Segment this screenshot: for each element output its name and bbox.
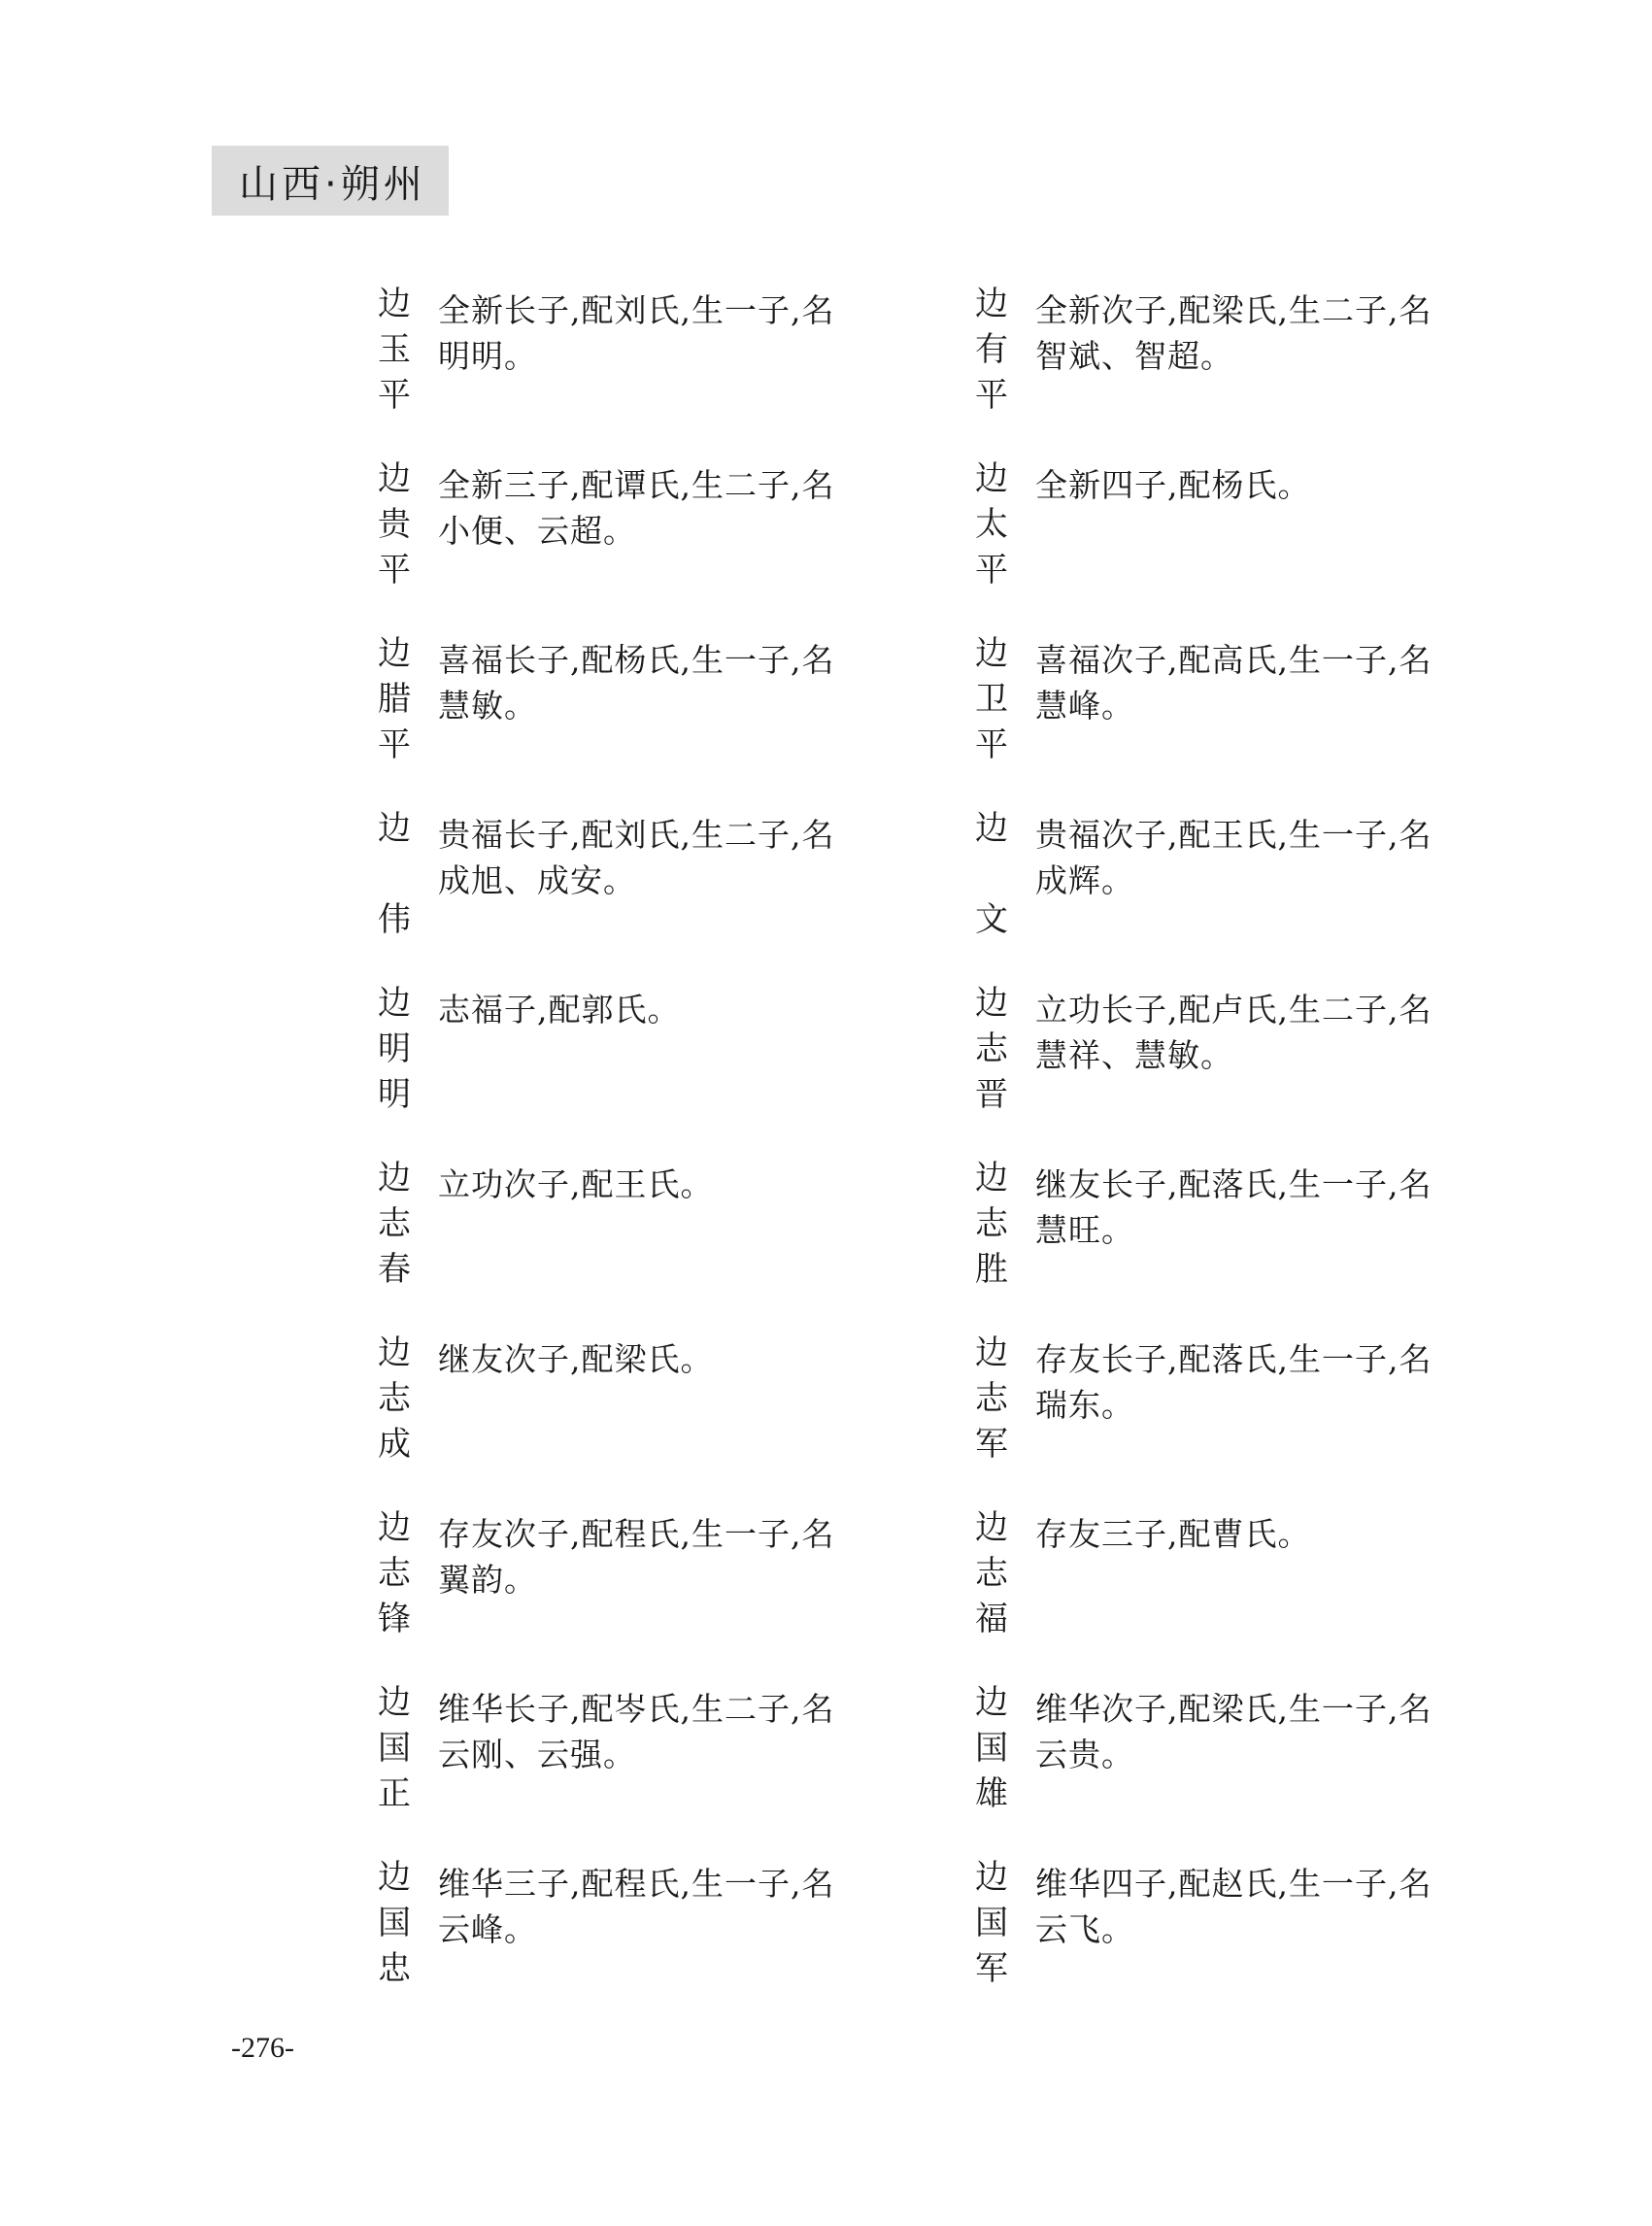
entry-name: 边 伟: [378, 809, 411, 939]
entry-name: 边 卫 平: [975, 634, 1008, 764]
entry-name: 边 国 正: [378, 1683, 411, 1813]
entry-name: 边 贵 平: [378, 459, 411, 590]
entry-name: 边 太 平: [975, 459, 1008, 590]
entry-description: 全新三子,配谭氏,生二子,名小便、云超。: [438, 466, 835, 550]
entry-name: 边 文: [975, 809, 1008, 939]
entry-description: 喜福长子,配杨氏,生一子,名慧敏。: [438, 641, 835, 725]
entry-name: 边 志 福: [975, 1508, 1008, 1638]
entry-description: 志福子,配郭氏。: [438, 991, 681, 1029]
entry-name: 边 明 明: [378, 984, 411, 1114]
entry-description: 存友次子,配程氏,生一子,名翼韵。: [438, 1515, 835, 1599]
entry-description: 全新次子,配梁氏,生二子,名智斌、智超。: [1035, 291, 1433, 375]
entry-description: 存友三子,配曹氏。: [1035, 1515, 1311, 1553]
page-number: -276-: [231, 2032, 294, 2064]
entry-description: 继友长子,配落氏,生一子,名慧旺。: [1035, 1165, 1433, 1249]
entry-name: 边 志 成: [378, 1333, 411, 1464]
entry-description: 继友次子,配梁氏。: [438, 1340, 714, 1378]
entry-name: 边 国 雄: [975, 1683, 1008, 1813]
entry-name: 边 腊 平: [378, 634, 411, 764]
section-title: 山西·朔州: [239, 161, 426, 207]
entry-description: 喜福次子,配高氏,生一子,名慧峰。: [1035, 641, 1433, 725]
entry-description: 维华三子,配程氏,生一子,名云峰。: [438, 1865, 835, 1948]
entry-description: 贵福长子,配刘氏,生二子,名成旭、成安。: [438, 816, 835, 899]
entry-description: 全新长子,配刘氏,生一子,名明明。: [438, 291, 835, 375]
entry-name: 边 志 春: [378, 1159, 411, 1289]
entry-description: 全新四子,配杨氏。: [1035, 466, 1311, 504]
entry-description: 立功次子,配王氏。: [438, 1165, 714, 1203]
entry-description: 维华长子,配岑氏,生二子,名云刚、云强。: [438, 1690, 835, 1773]
entry-name: 边 志 晋: [975, 984, 1008, 1114]
entry-name: 边 志 锋: [378, 1508, 411, 1638]
entry-description: 贵福次子,配王氏,生一子,名成辉。: [1035, 816, 1433, 899]
entry-name: 边 有 平: [975, 285, 1008, 415]
entry-name: 边 国 忠: [378, 1858, 411, 1988]
entry-description: 维华四子,配赵氏,生一子,名云飞。: [1035, 1865, 1433, 1948]
entry-description: 存友长子,配落氏,生一子,名瑞东。: [1035, 1340, 1433, 1424]
entry-name: 边 玉 平: [378, 285, 411, 415]
entry-name: 边 国 军: [975, 1858, 1008, 1988]
entry-name: 边 志 胜: [975, 1159, 1008, 1289]
entry-description: 立功长子,配卢氏,生二子,名慧祥、慧敏。: [1035, 991, 1433, 1074]
entry-description: 维华次子,配梁氏,生一子,名云贵。: [1035, 1690, 1433, 1773]
entry-name: 边 志 军: [975, 1333, 1008, 1464]
